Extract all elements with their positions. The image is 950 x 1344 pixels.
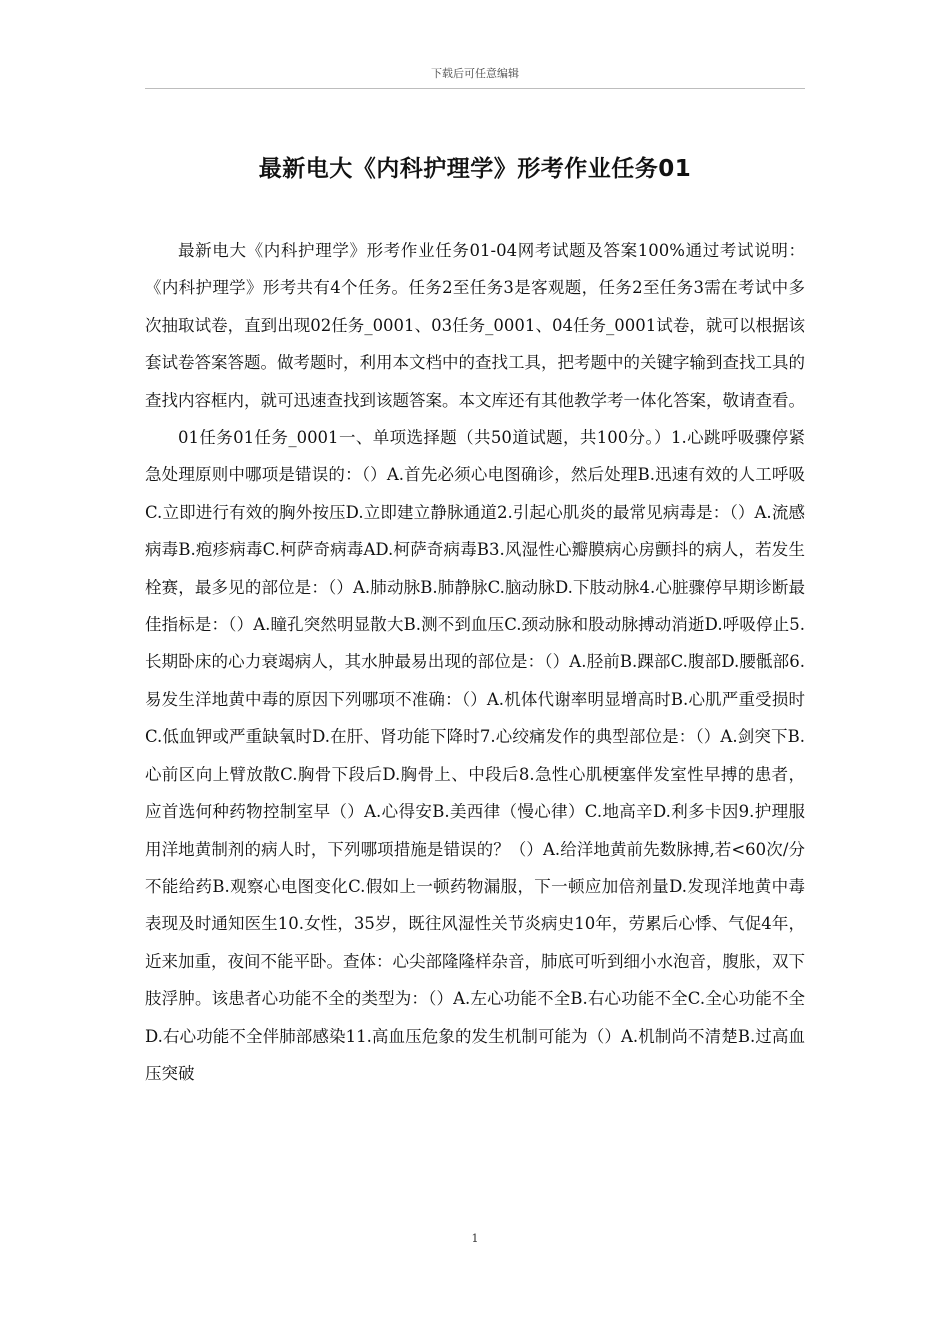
header-divider <box>145 88 805 89</box>
document-body <box>145 232 805 1092</box>
paragraph-questions: 01任务01任务_0001一、单项选择题（共50道试题，共100分。）1.心跳呼吸骤停紧急处理原则中哪项是错误的：（）A.首先必须心电图确诊，然后处理B.迅速有效的人工呼吸C.立即进行有效的胸外按压D.立即建立静脉通道2.引起心肌炎的最常见病毒是：（）A.流感病毒B.疱疹病毒C.柯萨奇病毒AD.柯萨奇病毒B3.风湿性心瓣膜病心房颤抖的病人，若发生栓赛，最多见的部位是：（）A.肺动脉B.肺静脉C.脑动脉D.下肢动脉4.心脏骤停早期诊断最佳指标是：（）A.瞳孔突然明显散大B.测不到血压C.颈动脉和股动脉搏动消逝D.呼吸停止5.长期卧床的心力衰竭病人，其水肿最易出现的部位是：（）A.胫前B.踝部C.腹部D.腰骶部6.易发生洋地黄中毒的原因下列哪项不准确：（）A.机体代谢率明显增高时B.心肌严重受损时C.低血钾或严重缺氧时D.在肝、肾功能下降时7.心绞痛发作的典型部位是：（）A.剑突下B.心前区向上臂放散C.胸骨下段后D.胸骨上、中段后8.急性心肌梗塞伴发室性早搏的患者，应首选何种药物控制室早（）A.心得安B.美西律（慢心律）C.地高辛D.利多卡因9.护理服用洋地黄制剂的病人时，下列哪项措施是错误的？（）A.给洋地黄前先数脉搏,若<60次/分不能给药B.观察心电图变化C.假如上一顿药物漏服，下一顿应加倍剂量D.发现洋地黄中毒表现及时通知医生10.女性，35岁，既往风湿性关节炎病史10年，劳累后心悸、气促4年，近来加重，夜间不能平卧。查体：心尖部隆隆样杂音，肺底可听到细小水泡音，腹胀，双下肢浮肿。该患者心功能不全的类型为：（）A.左心功能不全B.右心功能不全C.全心功能不全D.右心功能不全伴肺部感染11.高血压危象的发生机制可能为（）A.机制尚不清楚B.过高血压突破 <box>145 428 805 1083</box>
paragraph-intro: 最新电大《内科护理学》形考作业任务01-04网考试题及答案100%通过考试说明：《内科护理学》形考共有4个任务。任务2至任务3是客观题，任务2至任务3需在考试中多次抽取试卷，直到出现02任务_0001、03任务_0001、04任务_0001试卷，就可以根据该套试卷答案答题。做考题时，利用本文档中的查找工具，把考题中的关键字输到查找工具的查找内容框内，就可迅速查找到该题答案。本文库还有其他教学考一体化答案，敬请查看。 <box>145 241 805 410</box>
header-note: 下载后可任意编辑 <box>431 67 519 80</box>
page-title: 最新电大《内科护理学》形考作业任务01 <box>258 156 692 182</box>
page-number: 1 <box>471 1232 479 1245</box>
